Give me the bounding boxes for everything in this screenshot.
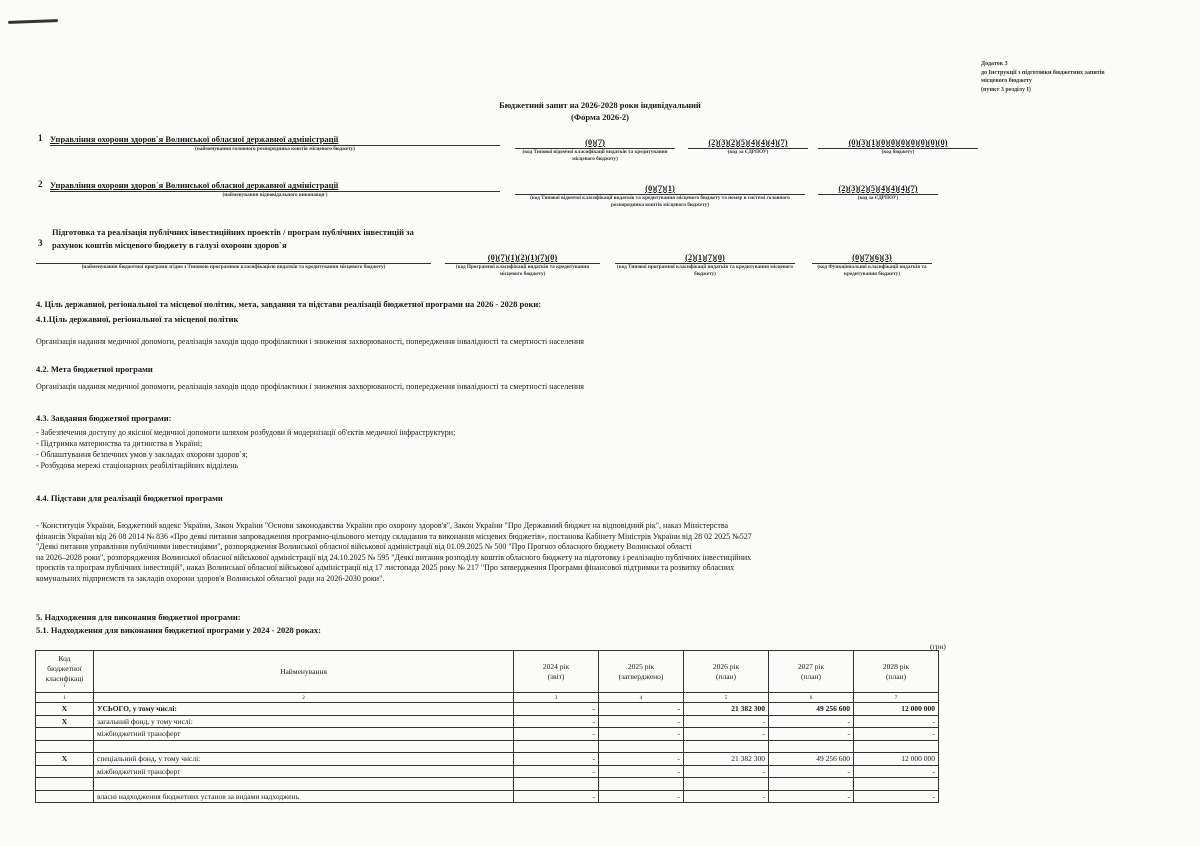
- row2-code1-field: [515, 183, 805, 209]
- cell-code: [36, 728, 94, 741]
- cell-v2027: [769, 740, 854, 753]
- cell-v2026: [684, 740, 769, 753]
- header-line: (план): [885, 671, 907, 681]
- section41-heading: 4.1.Ціль державної, регіональної та місцевої політик: [36, 314, 239, 324]
- table-row: [36, 753, 939, 766]
- cell-v2025: -: [599, 703, 684, 716]
- task-item: - Забезпечення доступу до якісної медичної допомоги шляхом розбудови й модернізації об'єктів медичної інфраструктури;: [36, 428, 456, 437]
- col-header-2024: [514, 651, 599, 693]
- table-row: [36, 790, 939, 803]
- cell-name: спеціальний фонд, у тому числі:: [94, 753, 514, 766]
- row2-code2-field: [818, 183, 938, 202]
- cell-code: X: [36, 753, 94, 766]
- row1-code1-caption: (код Типової відомчої класифікації видатків та кредитування місцевого бюджету): [522, 149, 668, 162]
- header-line: (план): [800, 671, 822, 681]
- row3-name: Підготовка та реалізація публічних інвестиційних проектів / програм публічних інвестицій за рахунок коштів місцевого бюджету в галузі охорони здоров`я: [52, 227, 414, 250]
- row1-code1-field: [515, 137, 675, 163]
- row1-code2: (2)(3)(2)(5)(4)(4)(4)(7): [708, 137, 788, 147]
- col-header-2025: [599, 651, 684, 693]
- row3-code2-caption: (код Типової програмної класифікації видатків та кредитування місцевого бюджету): [617, 264, 793, 277]
- row1-code2-field: [688, 137, 808, 156]
- cell-v2026: -: [684, 715, 769, 728]
- index-cell: 2: [94, 693, 514, 703]
- appendix-line: до Інструкції з підготовки бюджетних запитів: [981, 69, 1105, 76]
- row3-code1-caption: (код Програмної класифікації видатків та кредитування місцевого бюджету): [455, 264, 590, 277]
- cell-v2024: -: [514, 790, 599, 803]
- cell-v2024: -: [514, 703, 599, 716]
- header-line: 2026 рік: [712, 661, 740, 671]
- section41-text: Організація надання медичної допомоги, реалізація заходів щодо профілактики і зниження захворюваності, попередження інвалідності та смертності населення: [36, 337, 584, 346]
- cell-v2026: -: [684, 765, 769, 778]
- cell-name: УСЬОГО, у тому числі:: [94, 703, 514, 716]
- basis-line: на 2026–2028 роки", розпорядження Волинської обласної військової адміністрації від 24.10.2025 № 595 "Деякі питання розподілу коштів обласного бюджету на підготовку і реалізацію публічних інвестиційних: [36, 552, 752, 562]
- cell-v2024: -: [514, 765, 599, 778]
- index-cell: 7: [854, 693, 939, 703]
- table-row: [36, 715, 939, 728]
- basis-line: "Деякі питання управління публічними інвестиціями", розпорядження Волинської обласної військової адміністрації від 01.09.2025 № 500 "Про Прогноз обласного бюджету Волинської області: [36, 542, 692, 552]
- row3-code1-field: [445, 252, 600, 278]
- header-line: Код: [58, 654, 71, 663]
- header-line: 2027 рік: [797, 661, 825, 671]
- row1-code3: (0)(3)(1)(0)(0)(0)(0)(0)(0)(0): [848, 137, 948, 147]
- currency-unit: (грн): [930, 642, 946, 651]
- table-index-row: [36, 693, 939, 703]
- cell-code: [36, 765, 94, 778]
- row3-code2-field: [615, 252, 795, 278]
- row3-code3-caption: (код Функціональної класифікації видатків та кредитування бюджету): [817, 264, 927, 277]
- appendix-note: [981, 60, 1105, 94]
- income-table: [35, 650, 939, 803]
- cell-v2026: 21 382 300: [684, 703, 769, 716]
- cell-code: [36, 740, 94, 753]
- header-line: 2025 рік: [627, 661, 655, 671]
- table-row: [36, 740, 939, 753]
- cell-v2025: [599, 740, 684, 753]
- cell-name: загальний фонд, у тому числі:: [94, 715, 514, 728]
- index-cell: 5: [684, 693, 769, 703]
- table-row: [36, 778, 939, 791]
- cell-code: X: [36, 715, 94, 728]
- appendix-line: Додаток 3: [981, 61, 1008, 67]
- title-line-1: Бюджетний запит на 2026-2028 роки індивідуальний: [499, 100, 701, 110]
- cell-code: [36, 778, 94, 791]
- cell-v2026: -: [684, 728, 769, 741]
- row3-name-caption-field: [36, 262, 431, 271]
- cell-v2024: -: [514, 753, 599, 766]
- cell-v2025: -: [599, 753, 684, 766]
- basis-line: комунальних підприємств та закладів охорони здоров'я Волинської обласної ради на 2026-2030 роки".: [36, 573, 385, 583]
- table-row: [36, 765, 939, 778]
- row2-code1: (0)(7)(1): [645, 183, 675, 193]
- cell-v2028: [854, 778, 939, 791]
- cell-v2028: -: [854, 728, 939, 741]
- cell-v2027: -: [769, 765, 854, 778]
- scan-mark: [8, 19, 58, 24]
- cell-name: міжбюджетний трансферт: [94, 765, 514, 778]
- section4-heading: 4. Ціль державної, регіональної та місцевої політик, мета, завдання та підстави реалізації бюджетної програми на 2026 - 2028 роки:: [36, 299, 542, 309]
- cell-v2027: -: [769, 728, 854, 741]
- cell-name: [94, 740, 514, 753]
- header-line: (звіт): [547, 671, 565, 681]
- row2-number: 2: [38, 179, 43, 189]
- cell-v2028: -: [854, 715, 939, 728]
- section44-basis-text: [36, 521, 976, 585]
- row2-name-field: [50, 180, 500, 199]
- cell-v2027: -: [769, 715, 854, 728]
- row2-name-caption: (найменування відповідального виконавця ): [222, 192, 328, 198]
- row1-number: 1: [38, 133, 43, 143]
- header-line: 2024 рік: [542, 661, 570, 671]
- row2-code1-caption: (код Типової відомчої класифікації видатків та кредитування місцевого бюджету та номер в системі головного розпорядника коштів місцевого бюджету): [530, 195, 790, 208]
- page-title: [400, 99, 800, 123]
- cell-v2027: 49 256 600: [769, 703, 854, 716]
- index-cell: 4: [599, 693, 684, 703]
- cell-v2027: 49 256 600: [769, 753, 854, 766]
- title-line-2: (Форма 2026-2): [571, 112, 629, 122]
- col-header-2027: [769, 651, 854, 693]
- table-row: [36, 728, 939, 741]
- basis-line: - 'Конституція України, Бюджетний кодекс України, Закон України "Основи законодавства України про охорону здоров'я", Закон України "Про Державний бюджет на відповідний рік", наказ Міністерства: [36, 521, 729, 530]
- header-line: (затверджено): [618, 671, 664, 681]
- header-line: бюджетної: [47, 664, 82, 673]
- col-header-name: Найменування: [94, 651, 514, 693]
- header-line: (план): [715, 671, 737, 681]
- cell-name: міжбюджетний трансферт: [94, 728, 514, 741]
- cell-v2028: -: [854, 765, 939, 778]
- section43-heading: 4.3. Завдання бюджетної програми:: [36, 413, 172, 423]
- cell-v2024: -: [514, 728, 599, 741]
- row1-code3-field: [818, 137, 978, 156]
- header-line: 2028 рік: [882, 661, 910, 671]
- row2-name: Управління охорони здоров`я Волинської обласної державної адміністрації: [50, 180, 339, 190]
- cell-v2024: -: [514, 715, 599, 728]
- section44-heading: 4.4. Підстави для реалізації бюджетної програми: [36, 493, 223, 503]
- row3-code1: (0)(7)(1)(2)(1)(7)(0): [487, 252, 558, 262]
- col-header-code: [36, 651, 94, 693]
- cell-v2027: [769, 778, 854, 791]
- row1-name-caption: (найменування головного розпорядника коштів місцевого бюджету): [195, 146, 355, 152]
- row2-code2-caption: (код за ЄДРПОУ): [857, 195, 899, 201]
- cell-v2026: [684, 778, 769, 791]
- section43-task-list: [36, 427, 455, 471]
- basis-line: фінансів України від 26 08 2014 № 836 «Про деякі питання запровадження програмно-цільового методу складання та виконання місцевих бюджетів», постанова Кабінету Міністрів України від 28 02 2025 №527: [36, 531, 752, 541]
- index-cell: 1: [36, 693, 94, 703]
- index-cell: 6: [769, 693, 854, 703]
- row2-code2: (2)(3)(2)(5)(4)(4)(4)(7): [838, 183, 918, 193]
- table-row: [36, 703, 939, 716]
- appendix-line: (пункт 3 розділу І): [981, 86, 1031, 93]
- task-item: - Розбудова мережі стаціонарних реабілітаційних відділень: [36, 461, 239, 470]
- cell-v2025: [599, 778, 684, 791]
- row3-code2: (2)(1)(7)(0): [685, 252, 725, 262]
- cell-name: [94, 778, 514, 791]
- income-table-body: [36, 703, 939, 803]
- task-item: - Облаштування безпечних умов у закладах охорони здоров`я;: [36, 450, 248, 459]
- cell-v2027: -: [769, 790, 854, 803]
- cell-v2028: -: [854, 790, 939, 803]
- cell-code: [36, 790, 94, 803]
- cell-v2025: -: [599, 765, 684, 778]
- row3-program-name: [52, 226, 432, 251]
- cell-v2024: [514, 740, 599, 753]
- table-header-row: [36, 651, 939, 693]
- cell-v2025: -: [599, 790, 684, 803]
- row1-name-field: [50, 134, 500, 153]
- cell-v2024: [514, 778, 599, 791]
- row1-code2-caption: (код за ЄДРПОУ): [727, 149, 769, 155]
- header-line: ї: [63, 684, 66, 689]
- cell-v2028: 12 000 000: [854, 753, 939, 766]
- index-cell: 3: [514, 693, 599, 703]
- col-header-2026: [684, 651, 769, 693]
- cell-v2025: -: [599, 715, 684, 728]
- row1-code1: (0)(7): [585, 137, 605, 147]
- row3-code3-field: [812, 252, 932, 278]
- section5-heading: 5. Надходження для виконання бюджетної програми:: [36, 612, 241, 622]
- appendix-line: місцевого бюджету: [981, 78, 1032, 84]
- section42-text: Організація надання медичної допомоги, реалізація заходів щодо профілактики і зниження захворюваності, попередження інвалідності та смертності населення: [36, 382, 584, 391]
- section42-heading: 4.2. Мета бюджетної програми: [36, 364, 153, 374]
- cell-code: X: [36, 703, 94, 716]
- cell-v2026: 21 382 300: [684, 753, 769, 766]
- basis-line: проєктів та програм публічних інвестицій", наказ Волинської обласної військової адміністрації від 17 листопада 2025 року № 217 "Про затвердження Програми фінансової підтримки та розвитку обласних: [36, 563, 735, 573]
- task-item: - Підтримка материнства та дитинства в Україні;: [36, 439, 203, 448]
- cell-name: власні надходження бюджетних установ за видами надходжень: [94, 790, 514, 803]
- row3-number: 3: [38, 238, 43, 248]
- row3-code3: (0)(7)(6)(3): [852, 252, 892, 262]
- cell-v2028: 12 000 000: [854, 703, 939, 716]
- header-line: класифікаці: [45, 674, 84, 683]
- cell-v2026: -: [684, 790, 769, 803]
- section51-heading: 5.1. Надходження для виконання бюджетної програми у 2024 - 2028 роках:: [36, 625, 321, 635]
- row1-name: Управління охорони здоров`я Волинської обласної державної адміністрації: [50, 134, 339, 144]
- row3-name-caption: (найменування бюджетної програми згідно з Типовою програмною класифікацією видатків та кредитування місцевого бюджету): [81, 264, 386, 270]
- row1-code3-caption: (код бюджету): [881, 149, 915, 155]
- cell-v2028: [854, 740, 939, 753]
- cell-v2025: -: [599, 728, 684, 741]
- col-header-2028: [854, 651, 939, 693]
